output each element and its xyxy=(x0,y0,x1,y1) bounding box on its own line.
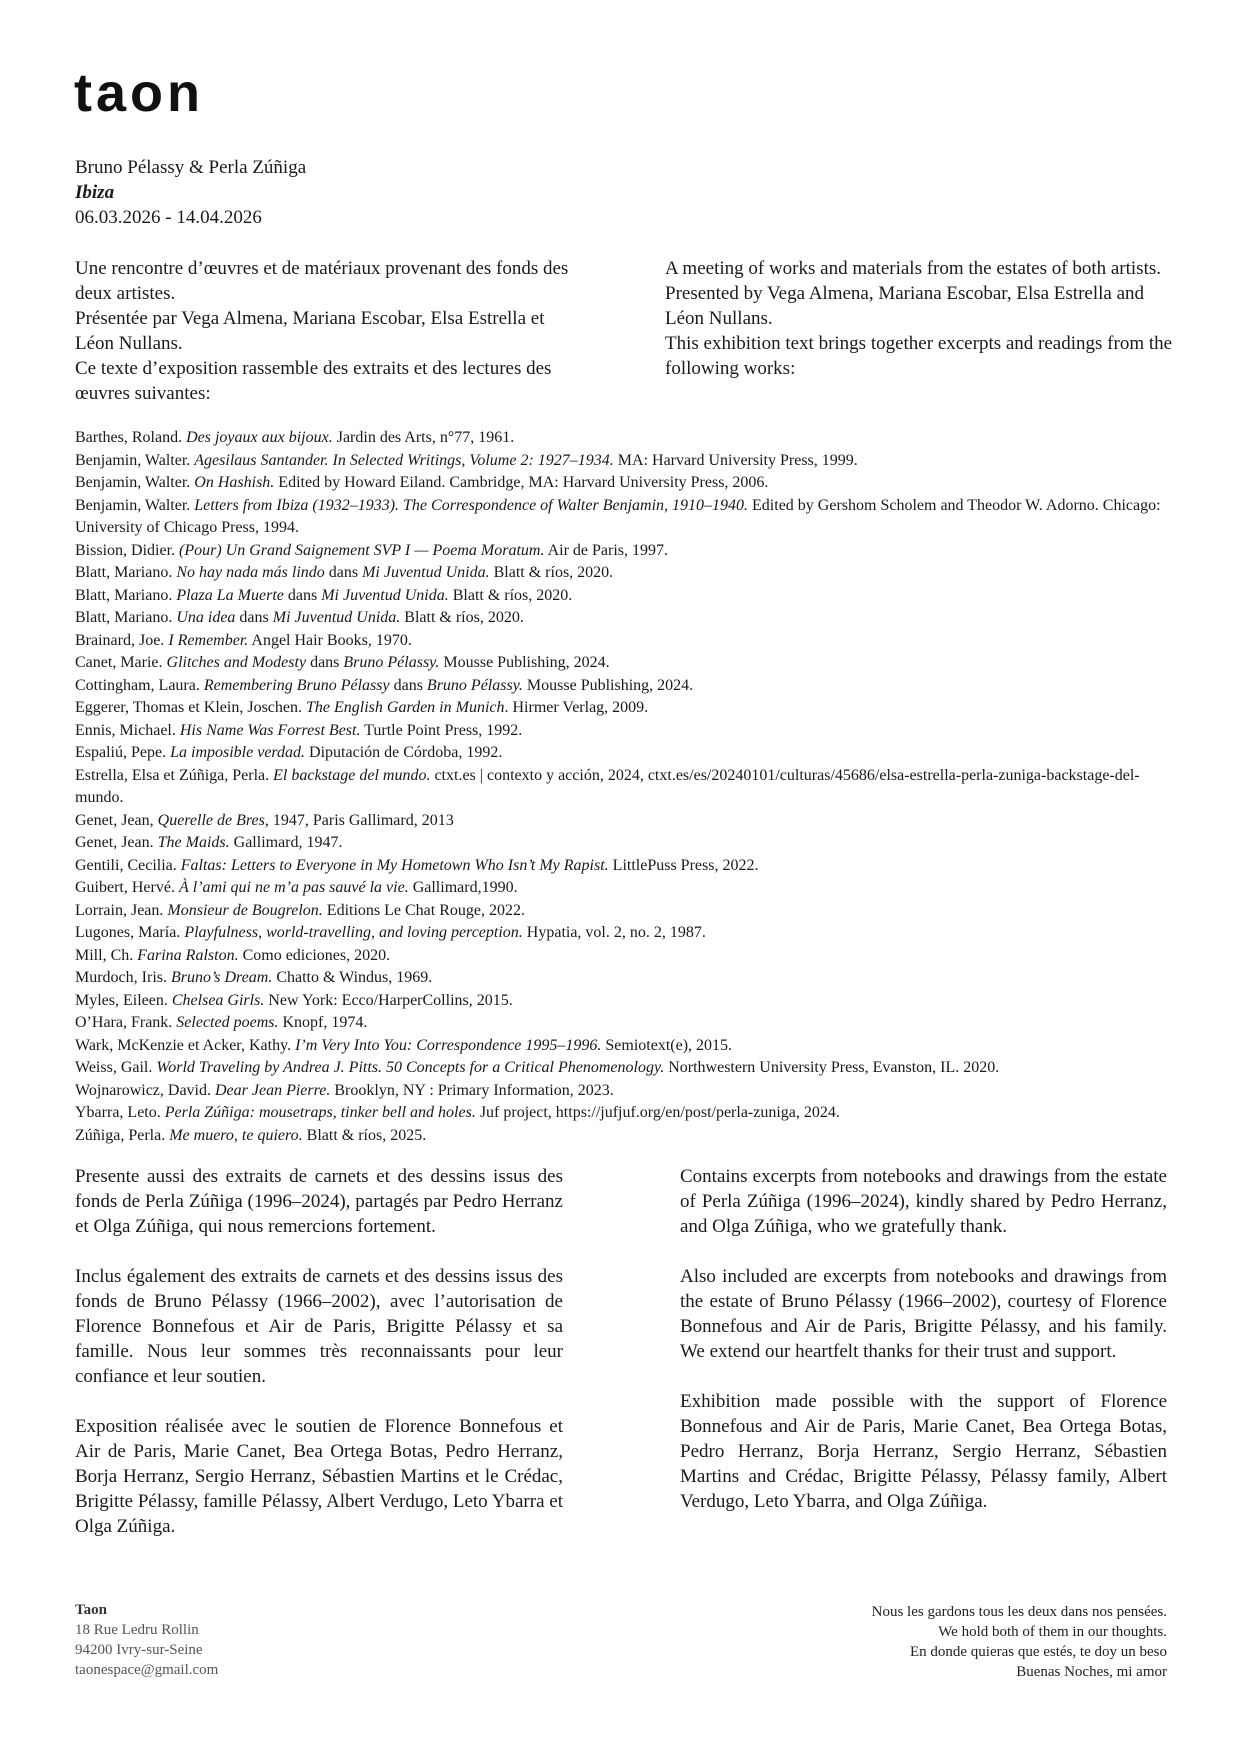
intro-fr-paragraph: Présentée par Vega Almena, Mariana Escobar, Elsa Estrella et Léon Nullans. xyxy=(75,308,545,354)
bibliography-entry xyxy=(75,652,1175,675)
bibliography-text: Benjamin, Walter. xyxy=(75,451,195,469)
intro-french xyxy=(75,256,575,406)
intro-en-paragraph: Presented by Vega Almena, Mariana Escobar, Elsa Estrella and Léon Nullans. xyxy=(665,283,1145,329)
bibliography-text: Chatto & Windus, 1969. xyxy=(272,969,433,986)
bibliography-text: Blatt & ríos, 2020. xyxy=(489,564,614,581)
bibliography-text: Angel Hair Books, 1970. xyxy=(248,631,412,649)
bibliography-text: Northwestern University Press, Evanston, IL. 2020. xyxy=(664,1059,1000,1076)
bibliography-entry xyxy=(75,1125,1175,1148)
bibliography-text: Ybarra, Leto. xyxy=(75,1104,165,1121)
bibliography-text: Semiotext(e), 2015. xyxy=(601,1036,733,1054)
bibliography-entry xyxy=(75,697,1175,720)
bibliography-text: MA: Harvard University Press, 1999. xyxy=(613,451,858,469)
bibliography-title: Querelle de Bres xyxy=(157,811,265,829)
bibliography-text: Editions Le Chat Rouge, 2022. xyxy=(322,901,525,919)
bibliography-title: Mi Juventud Unida. xyxy=(362,564,490,581)
bibliography-text: dans xyxy=(324,564,363,581)
bibliography-title: (Pour) Un Grand Saignement SVP I — Poema Moratum. xyxy=(179,541,545,559)
bibliography-text: Genet, Jean, xyxy=(75,811,158,829)
bibliography-title: Me muero, te quiero. xyxy=(169,1126,303,1144)
bibliography-title: Perla Zúñiga: mousetraps, tinker bell and holes. xyxy=(164,1104,476,1121)
bibliography-text: Mill, Ch. xyxy=(75,946,138,964)
bibliography-text: Edited by Howard Eiland. Cambridge, MA: Harvard University Press, 2006. xyxy=(274,474,769,491)
bibliography-text: dans xyxy=(389,676,427,694)
notes-en-paragraph: Also included are excerpts from notebooks and drawings from the estate of Bruno Pélassy (1966–2002), courtesy of Florence Bonnefous and Air de Paris, Brigitte Pélassy, and his family. We extend our heartfelt thanks for their trust and support. xyxy=(680,1266,1167,1362)
bibliography-entry xyxy=(75,607,1175,630)
notes-en-paragraph: Exhibition made possible with the support of Florence Bonnefous and Air de Paris, Marie Canet, Bea Ortega Botas, Pedro Herranz, Borja Herranz, Sergio Herranz, Sébastien Martins and Crédac, Brigitte Pélassy, Pélassy family, Albert Verdugo, Leto Ybarra, and Olga Zúñiga. xyxy=(680,1391,1167,1512)
bibliography-text: Estrella, Elsa et Zúñiga, Perla. xyxy=(75,766,274,784)
bibliography-text: dans xyxy=(235,609,273,626)
bibliography-text: Lorrain, Jean. xyxy=(75,901,168,919)
dedication-line: En donde quieras que estés, te doy un beso xyxy=(909,1644,1167,1660)
bibliography-title: La imposible verdad. xyxy=(170,744,306,761)
dedication-line: We hold both of them in our thoughts. xyxy=(938,1624,1167,1640)
bibliography-entry xyxy=(75,450,1175,473)
bibliography-text: Mousse Publishing, 2024. xyxy=(522,676,694,694)
bibliography-title: I’m Very Into You: Correspondence 1995–1996. xyxy=(295,1036,602,1054)
bibliography-entry xyxy=(75,1012,1175,1035)
artists-line: Bruno Pélassy & Perla Zúñiga xyxy=(75,157,307,178)
bibliography-text: Cottingham, Laura. xyxy=(75,676,204,694)
bibliography-title: Playfulness, world-travelling, and loving perception. xyxy=(184,924,523,941)
intro-english xyxy=(665,256,1175,381)
venue-name: Taon xyxy=(75,1602,107,1618)
bibliography-entry xyxy=(75,900,1175,923)
bibliography-text: Air de Paris, 1997. xyxy=(544,541,668,559)
bibliography-text: O’Hara, Frank. xyxy=(75,1014,177,1031)
intro-fr-paragraph: Ce texte d’exposition rassemble des extraits et des lectures des œuvres suivantes: xyxy=(75,358,552,404)
bibliography-entry xyxy=(75,832,1175,855)
bibliography-entry xyxy=(75,1057,1175,1080)
notes-en-paragraph: Contains excerpts from notebooks and drawings from the estate of Perla Zúñiga (1996–2024), kindly shared by Pedro Herranz, and Olga Zúñiga, who we gratefully thank. xyxy=(680,1166,1167,1237)
bibliography-title: World Traveling by Andrea J. Pitts. 50 Concepts for a Critical Phenomenology. xyxy=(156,1059,665,1076)
bibliography-text: Knopf, 1974. xyxy=(278,1014,368,1031)
bibliography-title: I Remember. xyxy=(168,631,249,649)
bibliography-title: Agesilaus Santander. In Selected Writings, Volume 2: 1927–1934. xyxy=(194,451,614,469)
bibliography-title: Remembering Bruno Pélassy xyxy=(203,676,390,694)
bibliography-text: Blatt & ríos, 2020. xyxy=(400,609,524,626)
dedication-line: Nous les gardons tous les deux dans nos pensées. xyxy=(871,1604,1167,1620)
bibliography-text: dans xyxy=(283,586,322,604)
bibliography-text: Blatt, Mariano. xyxy=(75,564,177,581)
bibliography-text: Canet, Marie. xyxy=(75,654,167,671)
bibliography-entry xyxy=(75,1080,1175,1103)
bibliography-title: Glitches and Modesty xyxy=(166,654,307,671)
bibliography-entry xyxy=(75,810,1175,833)
notes-french xyxy=(75,1164,563,1564)
notes-fr-paragraph: Exposition réalisée avec le soutien de Florence Bonnefous et Air de Paris, Marie Canet, Bea Ortega Botas, Pedro Herranz, Borja Herranz, Sergio Herranz, Sébastien Martins et le Crédac, Brigitte Pélassy, famille Pélassy, Albert Verdugo, Leto Ybarra et Olga Zúñiga. xyxy=(75,1416,563,1537)
bibliography-text: Myles, Eileen. xyxy=(75,991,172,1009)
venue-street: 18 Rue Ledru Rollin xyxy=(75,1622,199,1638)
bibliography-title: His Name Was Forrest Best. xyxy=(179,721,361,739)
bibliography-text: Wark, McKenzie et Acker, Kathy. xyxy=(75,1036,296,1054)
bibliography-entry xyxy=(75,1035,1175,1058)
bibliography-text: Blatt & ríos, 2020. xyxy=(448,586,573,604)
bibliography-text: , 1947, Paris Gallimard, 2013 xyxy=(264,811,454,829)
bibliography-text: Gallimard,1990. xyxy=(408,879,518,896)
bibliography-text: ctxt.es | contexto y acción, 2024, ctxt.es/es/20240101/culturas/45686/elsa-estrella-perla-zuniga-backstage-del-mundo. xyxy=(75,766,1140,806)
bibliography-title: Bruno Pélassy. xyxy=(426,676,523,694)
notes-english xyxy=(680,1164,1167,1539)
bibliography-title: Monsieur de Bougrelon. xyxy=(167,901,323,919)
bibliography-title: No hay nada más lindo xyxy=(176,564,325,581)
bibliography-title: On Hashish. xyxy=(194,474,275,491)
exhibition-dates: 06.03.2026 - 14.04.2026 xyxy=(75,207,262,228)
intro-en-paragraph: This exhibition text brings together excerpts and readings from the following works: xyxy=(665,333,1173,379)
bibliography-entry xyxy=(75,495,1175,540)
bibliography-text: Mousse Publishing, 2024. xyxy=(439,654,610,671)
bibliography-entry xyxy=(75,877,1175,900)
bibliography-entry xyxy=(75,922,1175,945)
bibliography-text: Wojnarowicz, David. xyxy=(75,1081,215,1099)
bibliography-title: Mi Juventud Unida. xyxy=(321,586,449,604)
bibliography-entry xyxy=(75,990,1175,1013)
bibliography-title: El backstage del mundo. xyxy=(273,766,431,784)
bibliography-title: À l’ami qui ne m’a pas sauvé la vie. xyxy=(178,879,409,896)
venue-email: taonespace@gmail.com xyxy=(75,1662,219,1678)
intro-fr-paragraph: Une rencontre d’œuvres et de matériaux provenant des fonds des deux artistes. xyxy=(75,258,569,304)
bibliography-text: Diputación de Córdoba, 1992. xyxy=(305,744,503,761)
notes-fr-paragraph: Inclus également des extraits de carnets et des dessins issus des fonds de Bruno Pélassy (1966–2002), avec l’autorisation de Florence Bonnefous et Air de Paris, Brigitte Pélassy et sa famille. Nous leur sommes très reconnaissants pour leur confiance et leur soutien. xyxy=(75,1266,563,1387)
bibliography-text: Hypatia, vol. 2, no. 2, 1987. xyxy=(522,924,706,941)
bibliography-entry xyxy=(75,472,1175,495)
bibliography-title: Bruno Pélassy. xyxy=(343,654,440,671)
bibliography-entry xyxy=(75,630,1175,653)
bibliography-title: The English Garden in Munich xyxy=(306,699,505,716)
bibliography-title: Farina Ralston. xyxy=(137,946,239,964)
bibliography-text: Barthes, Roland. xyxy=(75,429,187,446)
bibliography-entry xyxy=(75,675,1175,698)
bibliography-entry xyxy=(75,742,1175,765)
bibliography-text: LittlePuss Press, 2022. xyxy=(608,856,759,874)
bibliography-text: Guibert, Hervé. xyxy=(75,879,179,896)
bibliography-text: Blatt, Mariano. xyxy=(75,609,177,626)
bibliography-entry xyxy=(75,855,1175,878)
bibliography-entry xyxy=(75,562,1175,585)
bibliography-text: Espaliú, Pepe. xyxy=(75,744,171,761)
taon-logo: taon xyxy=(74,63,204,123)
bibliography-text: Blatt & ríos, 2025. xyxy=(302,1126,427,1144)
bibliography-text: Weiss, Gail. xyxy=(75,1059,157,1076)
bibliography-text: Gentili, Cecilia. xyxy=(75,856,181,874)
bibliography-text: Blatt, Mariano. xyxy=(75,586,177,604)
bibliography-text: Bission, Didier. xyxy=(75,541,180,559)
bibliography-text: Benjamin, Walter. xyxy=(75,474,195,491)
bibliography-text: Lugones, María. xyxy=(75,924,185,941)
dedication-line: Buenas Noches, mi amor xyxy=(1016,1664,1167,1680)
bibliography-title: Bruno’s Dream. xyxy=(170,969,273,986)
intro-en-paragraph: A meeting of works and materials from the estates of both artists. xyxy=(665,258,1161,279)
bibliography-text: Gallimard, 1947. xyxy=(229,834,343,851)
bibliography-title: Mi Juventud Unida. xyxy=(272,609,401,626)
bibliography-title: The Maids. xyxy=(157,834,230,851)
bibliography-text: dans xyxy=(306,654,344,671)
bibliography xyxy=(75,427,1175,1147)
bibliography-title: Una idea xyxy=(176,609,236,626)
bibliography-title: Des joyaux aux bijoux. xyxy=(186,429,333,446)
bibliography-text: Ennis, Michael. xyxy=(75,721,180,739)
bibliography-text: Turtle Point Press, 1992. xyxy=(360,721,523,739)
bibliography-text: Eggerer, Thomas et Klein, Joschen. xyxy=(75,699,306,716)
bibliography-entry xyxy=(75,540,1175,563)
bibliography-text: Juf project, https://jufjuf.org/en/post/perla-zuniga, 2024. xyxy=(475,1104,840,1121)
bibliography-text: Brainard, Joe. xyxy=(75,631,169,649)
bibliography-entry xyxy=(75,967,1175,990)
bibliography-entry xyxy=(75,765,1175,810)
bibliography-text: Como ediciones, 2020. xyxy=(238,946,391,964)
bibliography-text: Murdoch, Iris. xyxy=(75,969,171,986)
bibliography-text: . Hirmer Verlag, 2009. xyxy=(504,699,649,716)
venue-city: 94200 Ivry-sur-Seine xyxy=(75,1642,203,1658)
bibliography-entry xyxy=(75,427,1175,450)
bibliography-title: Dear Jean Pierre. xyxy=(215,1081,331,1099)
bibliography-entry xyxy=(75,945,1175,968)
bibliography-text: Edited by Gershom Scholem and Theodor W. Adorno. Chicago: University of Chicago Press, 1994. xyxy=(75,496,1161,536)
venue-address xyxy=(75,1600,218,1680)
notes-fr-paragraph: Presente aussi des extraits de carnets et des dessins issus des fonds de Perla Zúñiga (1996–2024), partagés par Pedro Herranz et Olga Zúñiga, qui nous remercions fortement. xyxy=(75,1166,563,1237)
bibliography-title: Plaza La Muerte xyxy=(176,586,284,604)
bibliography-text: Brooklyn, NY : Primary Information, 2023. xyxy=(330,1081,614,1099)
bibliography-title: Chelsea Girls. xyxy=(171,991,265,1009)
bibliography-text: New York: Ecco/HarperCollins, 2015. xyxy=(264,991,513,1009)
bibliography-text: Benjamin, Walter. xyxy=(75,496,195,514)
dedication xyxy=(872,1602,1167,1682)
bibliography-title: Faltas: Letters to Everyone in My Hometown Who Isn’t My Rapist. xyxy=(180,856,609,874)
exhibition-header xyxy=(75,155,306,230)
bibliography-text: Zúñiga, Perla. xyxy=(75,1126,170,1144)
bibliography-title: Selected poems. xyxy=(176,1014,279,1031)
bibliography-title: Letters from Ibiza (1932–1933). The Correspondence of Walter Benjamin, 1910–1940. xyxy=(194,496,749,514)
bibliography-entry xyxy=(75,1102,1175,1125)
bibliography-entry xyxy=(75,720,1175,743)
bibliography-text: Genet, Jean. xyxy=(75,834,158,851)
bibliography-entry xyxy=(75,585,1175,608)
exhibition-title: Ibiza xyxy=(75,182,115,203)
bibliography-text: Jardin des Arts, n°77, 1961. xyxy=(332,429,515,446)
